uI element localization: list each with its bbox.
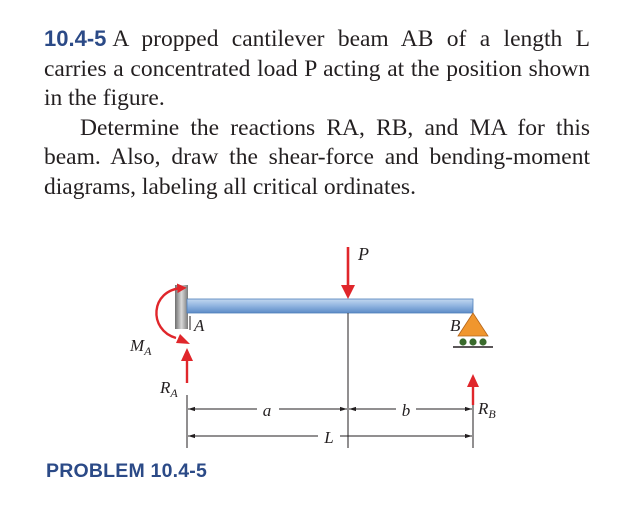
support-b-label: B	[450, 316, 461, 335]
moment-arrowhead	[176, 334, 190, 344]
support-a-label: A	[194, 316, 205, 335]
roller-1	[459, 338, 466, 345]
problem-text-1: A propped cantilever beam AB of a length L carries a concentrated load P acting at the position shown in the figure.	[44, 26, 590, 111]
figure-caption: PROBLEM 10.4-5	[46, 460, 208, 482]
pin-support	[458, 313, 488, 336]
problem-number: 10.4-5	[44, 26, 107, 51]
beam	[187, 299, 473, 313]
reaction-b-label: $R_B$	[478, 399, 496, 421]
dim-b-label: b	[401, 401, 411, 420]
moment-label: $M_A$	[130, 336, 152, 358]
dim-l-label: L	[324, 428, 334, 447]
load-arrowhead	[341, 285, 355, 299]
dim-a-label: a	[262, 401, 272, 420]
roller-2	[469, 338, 476, 345]
fixed-wall-support	[175, 285, 188, 329]
problem-paragraph-2: Determine the reactions RA, RB, and MA for this beam. Also, draw the shear-force and bending-moment diagrams, labeling all critical ordinates.	[44, 114, 590, 200]
roller-3	[479, 338, 486, 345]
reaction-a-label: $R_A$	[160, 378, 178, 400]
reaction-a-arrowhead	[181, 348, 193, 361]
load-label: P	[358, 244, 369, 264]
reaction-b-arrowhead	[467, 374, 479, 387]
